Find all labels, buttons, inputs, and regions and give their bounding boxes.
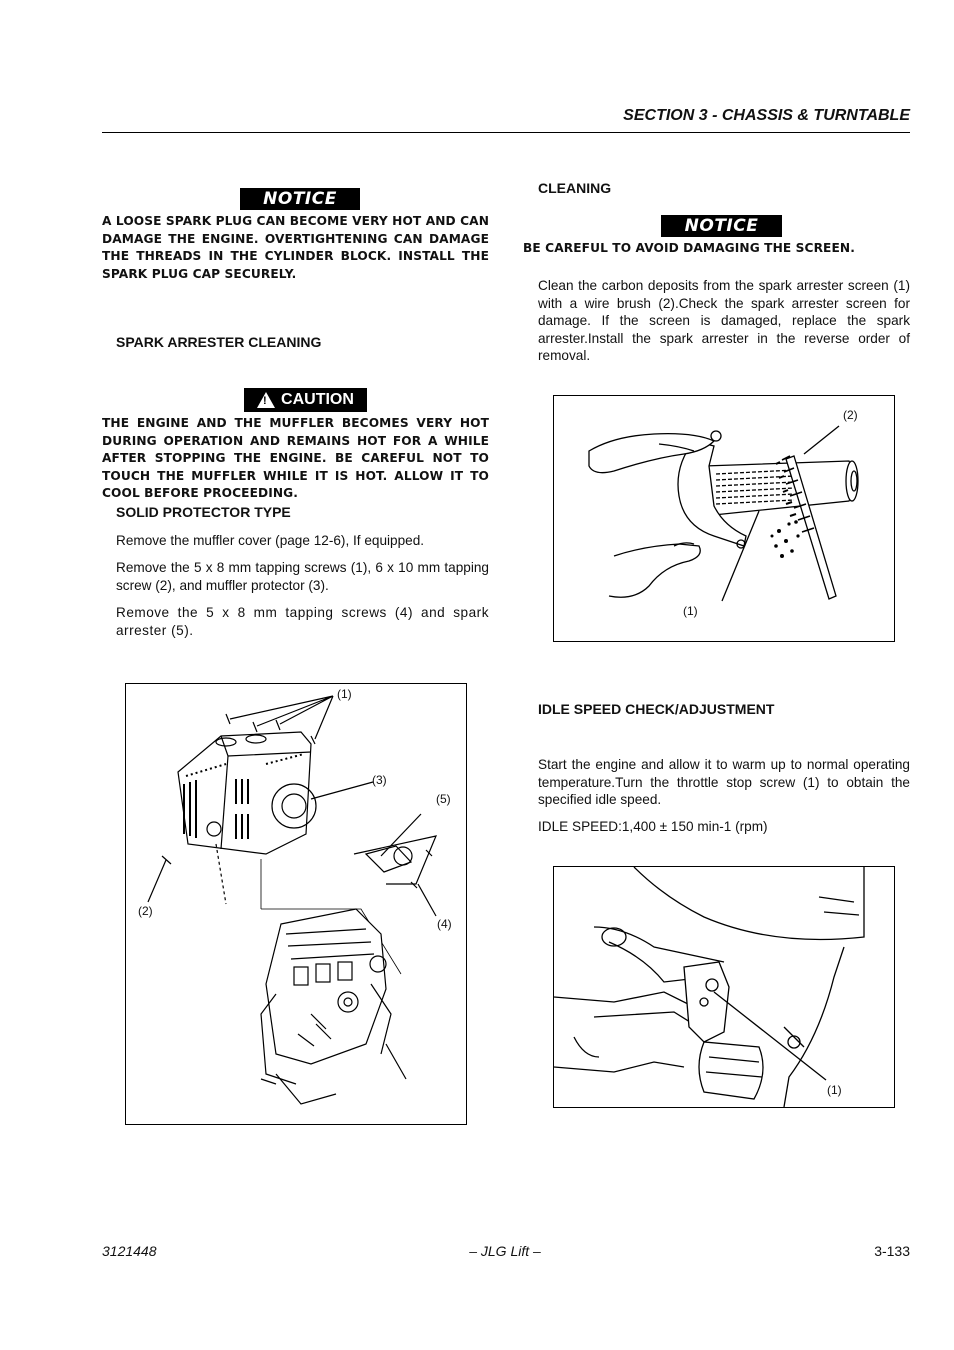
- caution-text: THE ENGINE AND THE MUFFLER BECOMES VERY HOT DURING OPERATION AND REMAINS HOT FOR A WHILE AFTER STOPPING THE ENGINE. BE CAREFUL NOT TO TOUCH THE MUFFLER WHILE IT IS HOT. ALLOW IT TO COOL BEFORE PROCEEDING.: [102, 416, 489, 501]
- notice-badge: NOTICE: [240, 188, 360, 210]
- figure-throttle-stop-screw: [553, 866, 895, 1108]
- fig-label-1: (1): [337, 687, 352, 701]
- wire-brush-illustration: [554, 396, 894, 641]
- para-clean-screen: Clean the carbon deposits from the spark arrester screen (1) with a wire brush (2).Check the spark arrester screen for damage. If the screen is damaged, replace the spark arrester.Install the spark arrester in the reverse order of removal.: [538, 278, 910, 364]
- figure-wire-brush: [553, 395, 895, 642]
- carburetor-illustration: [554, 867, 894, 1107]
- heading-spark-arrester: SPARK ARRESTER CLEANING: [116, 334, 322, 350]
- fig-label-5: (5): [436, 792, 451, 806]
- muffler-exploded-illustration: [126, 684, 466, 1124]
- idle-speed-spec: IDLE SPEED:1,400 ± 150 min-1 (rpm): [538, 819, 768, 834]
- fig1-label-1: (1): [683, 604, 698, 618]
- notice-text: A LOOSE SPARK PLUG CAN BECOME VERY HOT AND CAN DAMAGE THE ENGINE. OVERTIGHTENING CAN DAMAGE THE THREADS IN THE CYLINDER BLOCK. INSTALL THE SPARK PLUG CAP SECURELY.: [102, 214, 489, 281]
- caution-badge: [244, 388, 367, 412]
- header-rule: [102, 132, 910, 133]
- warning-triangle-icon: !: [257, 392, 275, 408]
- para-remove-screws: Remove the 5 x 8 mm tapping screws (1), 6 x 10 mm tapping screw (2), and muffler protector (3).: [116, 560, 489, 593]
- caution-label: CAUTION: [281, 391, 354, 408]
- fig-label-4: (4): [437, 917, 452, 931]
- fig-label-3: (3): [372, 773, 387, 787]
- section-title: SECTION 3 - CHASSIS & TURNTABLE: [623, 107, 910, 124]
- para-remove-cover: Remove the muffler cover (page 12-6), If equipped.: [116, 533, 425, 548]
- footer-page-number: 3-133: [874, 1243, 910, 1259]
- heading-cleaning: CLEANING: [538, 180, 612, 196]
- notice-badge-cleaning: NOTICE: [661, 215, 782, 237]
- para-remove-arrester: Remove the 5 x 8 mm tapping screws (4) and spark arrester (5).: [116, 605, 489, 638]
- heading-solid-protector: SOLID PROTECTOR TYPE: [116, 504, 291, 520]
- figure-muffler-protector: [125, 683, 467, 1125]
- footer-publisher: – JLG Lift –: [469, 1243, 541, 1259]
- heading-idle-speed: IDLE SPEED CHECK/ADJUSTMENT: [538, 701, 775, 717]
- fig1-label-2: (2): [843, 408, 858, 422]
- notice-text-cleaning: BE CAREFUL TO AVOID DAMAGING THE SCREEN.: [523, 241, 855, 255]
- fig-label-2: (2): [138, 904, 153, 918]
- footer-doc-number: 3121448: [102, 1243, 157, 1259]
- para-idle-adjust: Start the engine and allow it to warm up to normal operating temperature.Turn the throttle stop screw (1) to obtain the specified idle speed.: [538, 757, 910, 808]
- fig2-label-1: (1): [827, 1083, 842, 1097]
